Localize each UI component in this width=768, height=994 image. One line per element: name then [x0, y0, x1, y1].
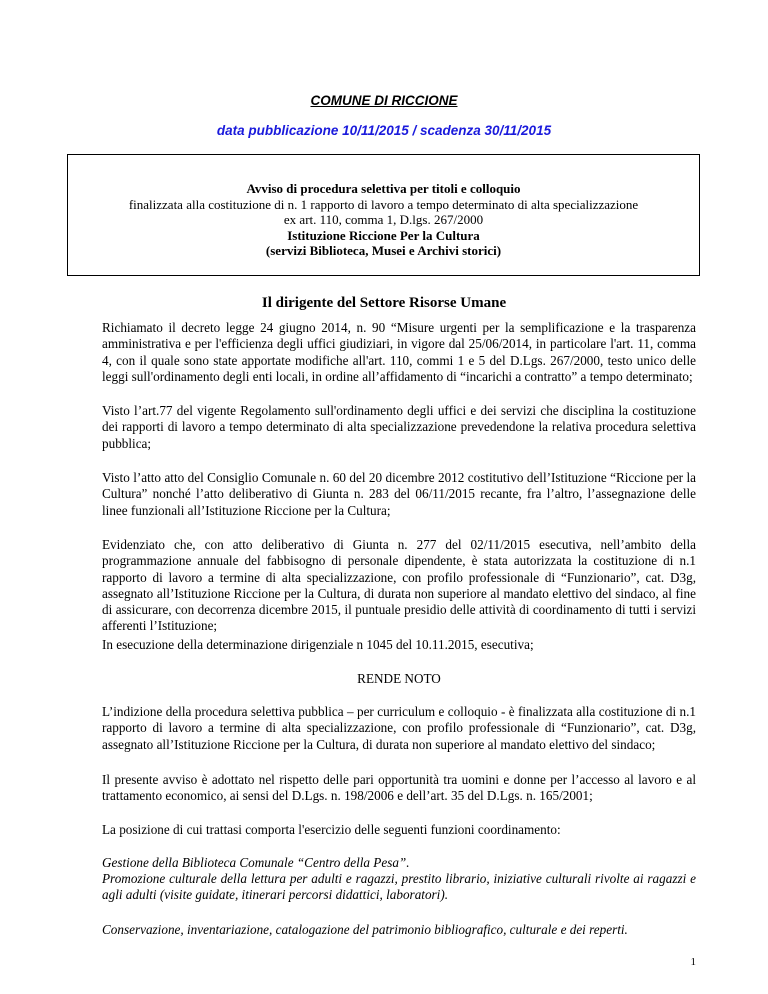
paragraph-council-act: Visto l’atto atto del Consiglio Comunale n. 60 del 20 dicembre 2012 costitutivo dell’Istituzione “Riccione per la Cultura” nonché l’atto deliberativo di Giunta n. 283 del 06/11/2015 recante, fra l’altro, l’assegnazione delle linee funzionali all’Istituzione Riccione per la Cultura; — [102, 470, 696, 518]
paragraph-execution: In esecuzione della determinazione dirigenziale n 1045 del 10.11.2015, esecutiva; — [102, 637, 534, 652]
paragraph-library-management: Gestione della Biblioteca Comunale “Centro della Pesa”. — [102, 855, 410, 870]
rende-noto-heading: RENDE NOTO — [357, 671, 441, 686]
notice-line-2: finalizzata alla costituzione di n. 1 rapporto di lavoro a tempo determinato di alta specializzazione — [128, 196, 639, 212]
notice-title: Avviso di procedura selettiva per titoli e colloquio — [246, 181, 521, 196]
paragraph-reading-promotion: Promozione culturale della lettura per adulti e ragazzi, prestito librario, iniziative culturali rivolte ai ragazzi e agli adulti (visite guidate, itinerari percorsi didattici, laboratori). — [102, 871, 696, 903]
page-number: 1 — [690, 956, 696, 968]
notice-services: (servizi Biblioteca, Musei e Archivi storici) — [265, 243, 502, 258]
section-heading: Il dirigente del Settore Risorse Umane — [261, 295, 507, 311]
paragraph-regulation: Visto l’art.77 del vigente Regolamento sull'ordinamento degli uffici e dei servizi che disciplina la costituzione dei rapporti di lavoro a tempo determinato di alta specializzazione prevedendone la relativa procedura selettiva pubblica; — [102, 403, 696, 451]
paragraph-equal-opportunity: Il presente avviso è adottato nel rispetto delle pari opportunità tra uomini e donne per l’accesso al lavoro e al trattamento economico, ai sensi del D.Lgs. n. 198/2006 e dell’art. 35 del D.Lgs. n. 165/2001; — [102, 772, 696, 804]
paragraph-evidenced: Evidenziato che, con atto deliberativo di Giunta n. 277 del 02/11/2015 esecutiva, nell’ambito della programmazione annuale del fabbisogno di personale dipendente, è stata autorizzata la costituzione di n.1 rapporto di lavoro a termine di alta specializzazione, con profilo professionale di “Funzionario”, cat. D3g, assegnato all’Istituzione Riccione per la Cultura, di durata non superiore al mandato elettivo del sindaco, al fine di assicurare, con decorrenza dicembre 2015, il puntuale presidio delle attività di coordinamento di tutti i servizi afferenti l’Istituzione; — [102, 537, 696, 634]
paragraph-indiction: L’indizione della procedura selettiva pubblica – per curriculum e colloquio - è finalizzata alla costituzione di n.1 rapporto di lavoro a termine di alta specializzazione, con profilo professionale di “Funzionario”, cat. D3g, assegnato all’Istituzione Riccione per la Cultura, di durata non superiore al mandato elettivo del sindaco; — [102, 704, 696, 752]
notice-box — [67, 154, 700, 276]
municipality-title: COMUNE DI RICCIONE — [310, 93, 458, 108]
notice-institution: Istituzione Riccione Per la Cultura — [287, 227, 480, 243]
paragraph-functions-intro: La posizione di cui trattasi comporta l'esercizio delle seguenti funzioni coordinamento: — [102, 822, 561, 837]
notice-line-3: ex art. 110, comma 1, D.lgs. 267/2000 — [283, 212, 484, 227]
paragraph-decree: Richiamato il decreto legge 24 giugno 2014, n. 90 “Misure urgenti per la semplificazione e la trasparenza amministrativa e per l'efficienza degli uffici giudiziari, in vigore dal 25/06/2014, in particolare l'art. 11, comma 4, con il quale sono state apportate modifiche all'art. 110, commi 1 e 5 del D.Lgs. 267/2000, testo unico delle leggi sull'ordinamento degli enti locali, in ordine all’affidamento di “incarichi a contratto” a tempo determinato; — [102, 320, 696, 384]
paragraph-conservation: Conservazione, inventariazione, catalogazione del patrimonio bibliografico, culturale e dei reperti. — [102, 922, 628, 937]
publication-date: data pubblicazione 10/11/2015 / scadenza 30/11/2015 — [216, 123, 552, 138]
